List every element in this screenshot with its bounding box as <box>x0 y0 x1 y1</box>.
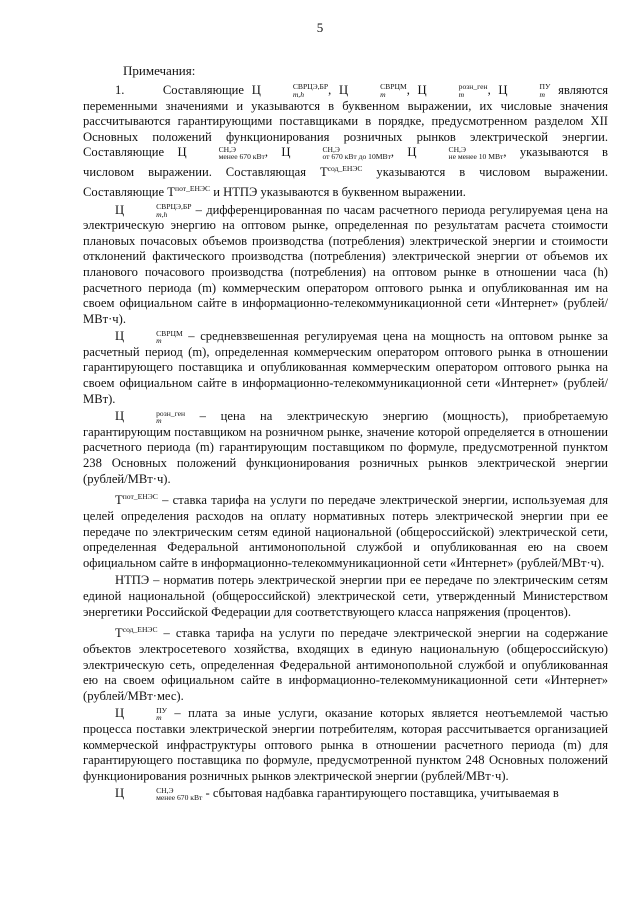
definition-text: – цена на электрическую энергию (мощность), приобретаемую гарантирующим поставщиком на розничном рынке, значение которой определяется в отношении расчетного периода (m) гарантирующим поставщиком по формуле, предусмотренной пунктом 238 Основных положений функционирования розничных рынков электрической энергии (рублей/МВт·ч). <box>83 409 608 486</box>
definition-symbol <box>115 408 186 426</box>
symbol-c-sn-670 <box>177 144 265 162</box>
symbol-sup: ПУ <box>156 705 167 715</box>
symbol-base: Ц <box>115 786 125 801</box>
note-text: , указываются в числовом выражении. Составляющая <box>83 145 609 180</box>
symbol-sup: пот_ЕНЭС <box>175 183 211 193</box>
symbol-indices <box>290 146 390 161</box>
page-number: 5 <box>316 20 324 35</box>
symbol-sub: менее 670 кВт <box>156 793 203 803</box>
symbol-sub: m <box>380 90 386 99</box>
definition-symbol <box>115 705 167 723</box>
symbol-sub: m,h <box>156 209 168 219</box>
definition-symbol <box>115 328 183 346</box>
symbol-base: Т <box>167 184 175 199</box>
definition-c-svrcm <box>83 329 608 407</box>
symbol-indices <box>124 203 191 218</box>
definition-text: – плата за иные услуги, оказание которых является неотъемлемой частью процесса поставки электрической энергии потребителям, которая рассчитывается организацией коммерческой инфраструктуры оптового рынка в отношении расчетного периода (m) для гарантирующего поставщика по формуле, предусмотренной пунктом 248 Основных положений функционирования розничных рынков электрической энергии (рублей/МВт·ч). <box>83 706 608 783</box>
symbol-c-svrcm <box>339 83 407 97</box>
separator: , <box>264 145 282 160</box>
separator: , <box>390 145 408 160</box>
symbol-sup: СВРЦЭ,БР <box>292 82 329 92</box>
symbol-indices <box>124 410 185 425</box>
symbol-sup: СН,Э <box>218 144 237 154</box>
symbol-sup: СВРЦЭ,БР <box>156 201 192 211</box>
symbol-sub: m,h <box>292 90 304 99</box>
symbol-sup: пот_ЕНЭС <box>122 492 158 502</box>
note-text: являются переменными значениями и указываются в буквенном выражении, их числовые значения рассчитываются гарантирующими поставщиками в порядке, предусмотренном разделом XII Основных положений функционирования розничных рынков электрической энергии. Составляющие <box>83 83 609 160</box>
symbol-sup: розн_ген <box>458 82 488 92</box>
symbol-base: Ц <box>498 83 508 97</box>
symbol-indices <box>417 146 504 161</box>
symbol-base: Ц <box>115 202 125 217</box>
definition-c-rozn-gen <box>83 409 608 487</box>
symbol-c-svrce-br <box>252 83 328 97</box>
symbol-sub: m <box>156 416 162 426</box>
definition-c-pu <box>83 706 608 784</box>
separator: , <box>487 83 499 97</box>
definition-symbol: НТПЭ <box>115 573 150 588</box>
symbol-sup: СВРЦМ <box>380 82 407 92</box>
definition-text: – норматив потерь электрической энергии при ее передаче по электрическим сетям единой национальной (общероссийской) электрической сети, утвержденный Министерством энергетики Российской Федерации для соответствующего класса напряжения (процентов). <box>83 573 608 619</box>
definition-text: – ставка тарифа на услуги по передаче электрической энергии на содержание объектов электросетевого хозяйства, входящих в единую национальную (общероссийскую) электрическую сеть, определенная Федеральной антимонопольной службой и опубликованная ею на своем официальном сайте в информационно-телекоммуникационной сети «Интернет» (рублей/МВт·мес). <box>83 626 608 703</box>
note-text: указываются в числовом выражении. Составляющие <box>83 165 608 199</box>
symbol-indices <box>261 83 328 98</box>
definition-text: - сбытовая надбавка гарантирующего поставщика, учитываемая в <box>202 786 559 801</box>
symbol-indices <box>427 83 488 98</box>
symbol-c-sn-670-10 <box>281 144 391 162</box>
symbol-sup: СН,Э <box>156 785 174 795</box>
definition-symbol <box>115 493 158 507</box>
separator: , <box>328 83 339 97</box>
note-text: и НТПЭ указываются в буквенном выражении. <box>210 184 466 199</box>
definition-symbol <box>115 203 191 217</box>
symbol-t-pot-enes <box>167 185 210 199</box>
definition-c-sn-670 <box>83 786 608 802</box>
symbol-sup: сод_ЕНЭС <box>122 625 158 635</box>
symbol-base: Ц <box>251 83 261 97</box>
definition-t-pot-enes <box>83 489 608 571</box>
symbol-sup: розн_ген <box>156 408 186 418</box>
symbol-c-pu <box>498 83 550 97</box>
symbol-c-rozn-gen <box>418 83 488 97</box>
symbol-indices <box>348 83 407 98</box>
definition-text: – средневзвешенная регулируемая цена на мощность на оптовом рынке за расчетный период (m), определенная коммерческим оператором оптового рынка в отношении гарантирующего поставщика и опубликованная коммерческим оператором оптового рынка на своем официальном сайте в информационно-телекоммуникационной сети «Интернет» (рублей/МВт). <box>83 329 608 406</box>
symbol-sup: сод_ЕНЭС <box>327 163 363 173</box>
symbol-base: Ц <box>115 329 125 344</box>
symbol-indices <box>508 83 551 98</box>
symbol-base: Ц <box>339 83 349 97</box>
symbol-sub: менее 670 кВт <box>218 152 265 162</box>
symbol-base: Ц <box>177 145 187 160</box>
symbol-indices <box>124 787 202 802</box>
symbol-sup: ПУ <box>539 82 551 92</box>
symbol-sub: от 670 кВт до 10МВт <box>322 152 391 162</box>
symbol-base: Ц <box>115 409 125 424</box>
symbol-base: Ц <box>417 83 427 97</box>
symbol-base: Ц <box>407 145 417 160</box>
separator: , <box>406 83 418 97</box>
symbol-c-sn-10 <box>407 144 504 162</box>
definition-symbol <box>115 785 203 803</box>
definition-symbol <box>115 626 158 640</box>
symbol-indices <box>124 330 183 345</box>
symbol-indices <box>187 146 265 161</box>
symbol-base: Ц <box>281 145 291 160</box>
symbol-sub: m <box>458 90 465 99</box>
definition-c-svrce-br <box>83 203 608 328</box>
symbol-sub: не менее 10 МВт <box>448 152 504 162</box>
definition-t-sod-enes <box>83 622 608 704</box>
symbol-indices <box>124 707 167 722</box>
symbol-base: Т <box>115 626 123 641</box>
symbol-base: Т <box>115 493 123 508</box>
symbol-sub: m <box>156 713 162 723</box>
definition-text: – ставка тарифа на услуги по передаче электрической энергии, используемая для целей определения расходов на оплату нормативных потерь электрической энергии при ее передаче по электрическим сетям единой национальной (общероссийской) электрической сети, определенная Федеральной антимонопольной службой и опубликованная ею на своем официальном сайте в информационно-телекоммуникационной сети «Интернет» (рублей/МВт·ч). <box>83 493 608 570</box>
note-text: 1. Составляющие <box>115 83 252 97</box>
symbol-t-sod-enes <box>320 165 363 179</box>
document-body <box>83 83 608 804</box>
notes-heading: Примечания: <box>123 63 196 78</box>
symbol-sup: СН,Э <box>322 144 340 154</box>
symbol-sup: СВРЦМ <box>156 328 183 338</box>
definition-text: – дифференцированная по часам расчетного периода регулируемая цена на электрическую энергию на оптовом рынке, определенная по результатам расчета стоимости плановых почасовых объемов производства (потребления) электрической энергии и стоимости отклонений фактического производства (потребления) электрической энергии от объемов их планового почасового производства (потребления) на оптовом рынке в отношении часа (h) расчетного периода (m) коммерческим оператором оптового рынка и опубликованная им на своем официальном сайте в информационно-телекоммуникационной сети «Интернет» (рублей/МВт·ч). <box>83 202 608 326</box>
definition-ntpe <box>83 573 608 620</box>
symbol-base: Т <box>319 165 328 180</box>
symbol-sup: СН,Э <box>448 144 466 154</box>
note-paragraph-1 <box>83 83 608 201</box>
symbol-sub: m <box>156 336 162 346</box>
symbol-base: Ц <box>115 706 125 721</box>
symbol-sub: m <box>539 90 545 99</box>
